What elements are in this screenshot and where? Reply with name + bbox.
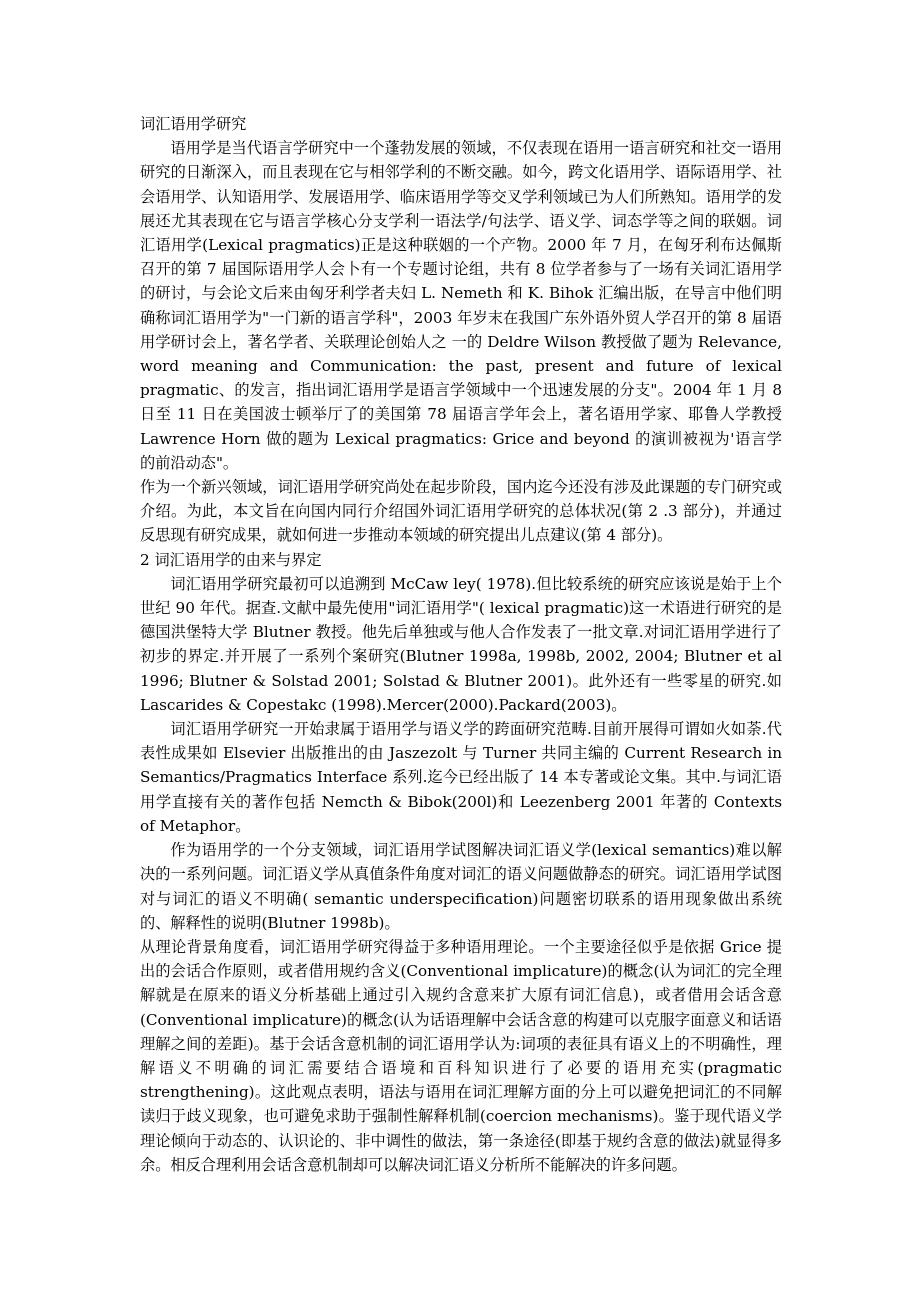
paragraph-branch: 作为语用学的一个分支领域，词汇语用学试图解决词汇语义学(lexical semantics)难以解决的一系列问题。词汇语义学从真值条件角度对词汇的语义问题做静态的研究。词汇语用学试图对与词汇的语义不明确( semantic underspecification)问题密切联系的语用现象做出系统的、解释性的说明(Blutner 1998b)。 (140, 841, 782, 932)
paragraph-theory: 从理论背景角度看，词汇语用学研究得益于多种语用理论。一个主要途径似乎是依据 Grice 提出的会话合作原则，或者借用规约含义(Conventional implicature)的概念(认为词汇的完全理解就是在原来的语义分析基础上通过引入规约含意来扩大原有词汇信息)，或者借用会话含意(Conventional implicature)的概念(认为话语理解中会话含意的构建可以克服字面意义和话语理解之间的差距)。基于会话含意机制的词汇语用学认为:词项的表征具有语义上的不明确性，理解语义不明确的词汇需要结合语境和百科知识进行了必要的语用充实(pragmatic strengthening)。这此观点表明，语法与语用在词汇理解方面的分上可以避免把词汇的不同解读归于歧义现象，也可避免求助于强制性解释机制(coercion mechanisms)。鉴于现代语义学理论倾向于动态的、认识论的、非中调性的做法，第一条途径(即基于规约含意的做法)就显得多余。相反合理利用会话含意机制却可以解决词汇语义分析所不能解决的许多问题。 (140, 937, 782, 1174)
paragraph-origin: 词汇语用学研究最初可以追溯到 McCaw ley( 1978).但比较系统的研究应该说是始于上个世纪 90 年代。据查.文献中最先使用"词汇语用学"( lexical pragmatic)这一术语进行研究的是德国洪堡特大学 Blutner 教授。他先后单独或与他人合作发表了一批文章.对词汇语用学进行了初步的界定.并开展了一系列个案研究(Blutner 1998a, 1998b, 2002, 2004; Blutner et al 1996; Blutner & Solstad 2001; Solstad & Blutner 2001)。此外还有一些零星的研究.如 Lascarides & Copestakc (1998).Mercer(2000).Packard(2003)。 (140, 574, 782, 714)
section-heading-2: 2 词汇语用学的由来与界定 (140, 550, 322, 569)
paragraph-intro: 语用学是当代语言学研究中一个蓬勃发展的领域，不仅表现在语用一语言研究和社交一语用研究的日渐深入，而且表现在它与相邻学利的不断交融。如今，跨文化语用学、语际语用学、社会语用学、认知语用学、发展语用学、临床语用学等交叉学利领域已为人们所熟知。语用学的发展还尤其表现在它与语言学核心分支学利一语法学/句法学、语义学、词态学等之间的联姻。词汇语用学(Lexical pragmatics)正是这种联姻的一个产物。2000 年 7 月，在匈牙利布达佩斯召开的第 7 届国际语用学人会卜有一个专题讨论组，共有 8 位学者参与了一场有关词汇语用学的研讨，与会论文后来由匈牙利学者夫妇 L. Nemeth 和 K. Bihok 汇编出版，在导言中他们明确称词汇语用学为"一门新的语言学科"，2003 年岁末在我国广东外语外贸人学召开的第 8 届语用学研讨会上，著名学者、关联理论创始人之 一的 Deldre Wilson 教授做了题为 Relevance, word meaning and Communication: the past, present and future of lexical pragmatic、的发言，指出词汇语用学是语言学领域中一个迅速发展的分支"。2004 年 1 月 8 日至 11 日在美国波士顿举厅了的美国第 78 届语言学年会上，著名语用学家、耶鲁人学教授 Lawrence Horn 做的题为 Lexical pragmatics: Grice and beyond 的演训被视为'语言学的前沿动态"。 (140, 139, 782, 472)
paragraph-interface: 词汇语用学研究一开始隶属于语用学与语义学的跨面研究范畴.目前开展得可谓如火如荼.代表性成果如 Elsevier 出版推出的由 Jaszezolt 与 Turner 共同主编的 Current Research in Semantics/Pragmatics Interface 系列.迄今已经出版了 14 本专著或论文集。其中.与词汇语用学直接有关的著作包括 Nemcth & Bibok(200l)和 Leezenberg 2001 年著的 Contexts of Metaphor。 (140, 720, 782, 835)
document-title: 词汇语用学研究 (140, 115, 247, 133)
paragraph-purpose: 作为一个新兴领域，词汇语用学研究尚处在起步阶段，国内迄今还没有涉及此课题的专门研究或介绍。为此，本文旨在向国内同行介绍国外词汇语用学研究的总体状况(第 2 .3 部分)，并通过反思现有研究成果，就如何进一步推动本领域的研究提出儿点建议(第 4 部分)。 (140, 478, 782, 545)
document-page (140, 112, 782, 1177)
